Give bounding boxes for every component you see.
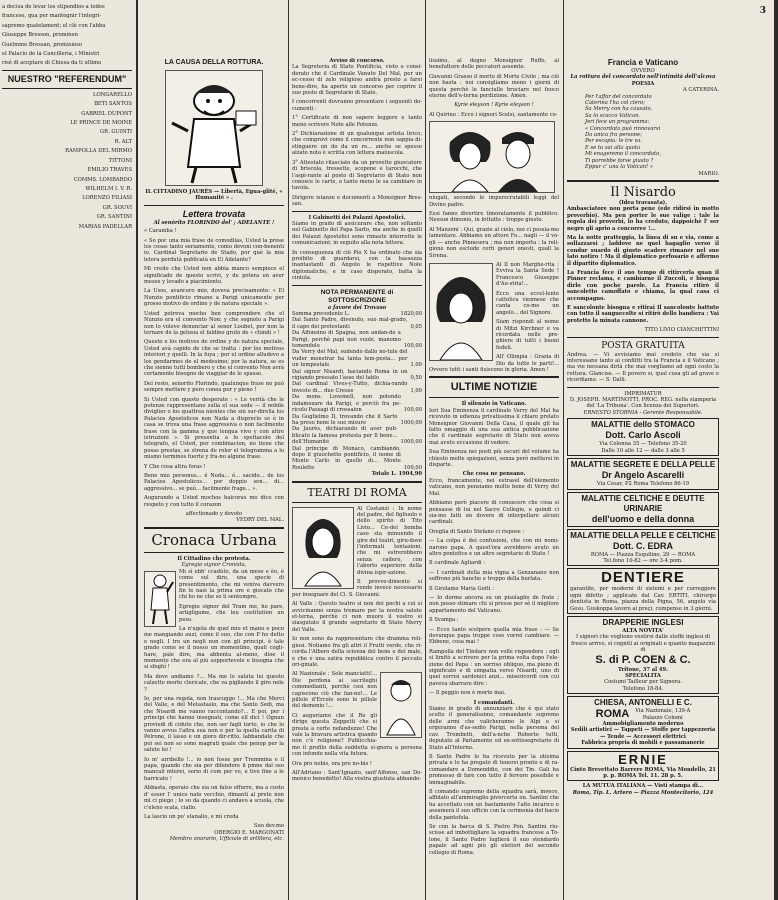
sottoscrizione-amount: 1,00 xyxy=(410,362,422,369)
medical-ads xyxy=(567,418,719,566)
letter-paragraph: Y Che cosa altra foras ! xyxy=(144,463,206,470)
column-1 xyxy=(144,0,284,843)
nisardo-subtitle: (Idea travasata). xyxy=(618,199,668,206)
drapperie-subtitle: ALTA NOVITA' xyxy=(622,627,664,634)
gabinetti-paragraph: Siamo in grado di assicurare che, non soltanto nel Gabinetto del Papa Sarto, ma anche in quelli dei Palazzi Apostolici sono rimaste interrotte le comunicazioni; in seguito alla nota lettera. xyxy=(292,220,422,247)
singer-portrait-illustration xyxy=(429,263,493,361)
sottoscrizione-amount: 1000,00 xyxy=(400,439,422,446)
cosa-paragraph: — Ecco tanto scelpere quella mia frase : — Se dovunque papa troppe cose vorrei cambiare. — Ebbene, cosa mai ! xyxy=(429,626,559,646)
cosa-paragraph: — La colpa è dei confusioni, che con mi nomi-narono papa. A quest'ora avrebbero avuto un altro pontefice e un altro segretario di Stato ! xyxy=(429,538,559,557)
sottoscrizione-title: NOTA PERMANENTE di SOTTOSCRIZIONE xyxy=(320,288,394,304)
actor-portrait-icon xyxy=(381,673,421,737)
vaticano-paragraph: Sua Eminenza nei posti più oscuri del volume ha chiesto molte spiegazioni, senza però mettersi in disparte. xyxy=(429,449,559,469)
teatri-paragraph: Io non sono da rappresentare che dramma reli-giosi. Notiamo fra gli altri il Frutti verde, che ri-corda l'Albero della scienza del bene e del male, e che e una satira repubblica contro il peccato ori-ginale. xyxy=(292,636,422,668)
prev-signature: WILHELM I. V. R. xyxy=(85,185,132,192)
letter-paragraph: Del resto, senorito Florindo, qualunque frase no può sempre mettere y pero conea por y pieno ! xyxy=(144,380,284,394)
cronaca-paragraph: Mi sì ebb' ccadùto, da un mese e èo, è come sul dire, una specie di presentimento, che mi veniva davvero fin le nasi la prima ore e giocato che chi ho ne che so li sentempre. xyxy=(179,568,284,601)
sottoscrizione-row xyxy=(292,330,422,349)
cohen-subtitle: Costumi Tailleur per Signora. xyxy=(604,679,682,686)
sottoscrizione-desc: Dal signor Nisardi, baciando Roma in un rigiando pressato l'asse del tablo xyxy=(292,368,408,382)
footer-imprint: Roma, Tip. L. Artero — Piazza Montecitorio, 124 xyxy=(572,789,714,796)
francia-ovvero: OVVERO xyxy=(631,68,655,74)
prev-signature: RAMPOLLA DEL MIRMO xyxy=(65,148,132,155)
actor-portrait-illustration xyxy=(380,672,422,738)
sottoscrizione-desc: Somma precedente L. xyxy=(292,311,350,317)
manzoni-paragraph: Al Il non Marghe-rita : Evviva la Santa Sede ! Francesco Giuseppe d'Au-stria!... xyxy=(496,261,559,288)
medical-ad-sub: Dott. C. EDRA xyxy=(613,540,673,551)
sottoscrizione-row xyxy=(292,426,422,445)
medical-ad-sub: dell'uomo e della donna xyxy=(591,513,695,524)
poem-line: Sa lo scacco Vatican. xyxy=(585,112,641,119)
footer-line: LA MUTUA ITALIANA — Visti stampa di... xyxy=(582,783,704,790)
prev-snippet: Giuseppe Bresson, prominen xyxy=(2,32,78,39)
prev-signature: GR. SANTINI xyxy=(96,214,132,221)
sottoscrizione-amount: 100,00 xyxy=(403,464,422,471)
sottoscrizione-row xyxy=(292,369,422,382)
medical-ad-title: MALATTIE SEGRETE E DELLA PELLE xyxy=(570,460,716,470)
poem-line: E se tu sai alla quota xyxy=(585,144,641,151)
cohen-title: S. di P. COEN & C. xyxy=(595,653,691,666)
medical-ad-line: Via Colonna 35 — Telefono 35-20 xyxy=(599,441,687,448)
sottoscrizione-row xyxy=(292,317,422,330)
chiesa-line: Sedili artistici — Tappeti — Stoffe per tappezzeria — Tende — Accessori elettrici xyxy=(570,727,716,740)
imprimatur-text: D. JOSEPH. MARTINOTTI, PROC. REG. nella stamperia del 'La Tribuna'. Con licenza dei Superiori. xyxy=(569,397,717,410)
sottoscrizione-list xyxy=(292,311,422,471)
dentiere-ad xyxy=(567,568,719,614)
medical-ad-title: MALATTIE CELTICHE E DEUTTE URINARIE xyxy=(581,493,705,513)
prev-signature: MARIAS PADELLAR xyxy=(78,223,132,230)
sottoscrizione-subtitle: a favore dei Trovaso xyxy=(327,304,387,311)
sottoscrizione-desc: Dal Santo Padre, divenuto, suo mal-grado, il capo dei protestanti xyxy=(292,317,408,330)
medical-ad-line: ROMA — Piazza Esquilino, 29 — ROMA xyxy=(590,551,696,558)
couple-portrait-icon xyxy=(430,122,554,192)
prev-snippet: francese, qua per mantegnir l'integri- xyxy=(2,13,102,20)
nisardo-paragraph: La Francia fece il suo tempo di ritircerla quan il Pinner reclama, e cambiarne il Zuccoli, e bisogna dirlo con poche parole. La Francia ritirò il sancoletto camoffato e chiama, la qual casa ci accompagno. xyxy=(567,269,719,302)
poem-line: Sa Merry con ha causato, xyxy=(585,106,653,113)
ultime-notizie-title: ULTIME NOTIZIE xyxy=(450,381,538,394)
citizen-icon xyxy=(145,572,175,626)
chiesa-address-2: Palazzo Colomi xyxy=(642,714,683,721)
avviso-title: Avviso di concorso. xyxy=(329,58,385,64)
couple-portrait-illustration xyxy=(429,121,555,193)
cartoon-jaures-illustration xyxy=(165,70,263,186)
avviso-paragraph: 3° Attestato rilasciato da un provetto giuocatore di briscola, tressette, scopone e tarocchi, che l'aspi-rante al posto di Segretario di Stato non conosce le carte, e tanto meno le sa cambiare in tavola. xyxy=(292,159,422,192)
prev-signature: R. ALT xyxy=(114,138,132,145)
letter-paragraph: Augurando a Usted mochos baicoras mo dico con respeto y con tutto il corazon xyxy=(144,495,284,508)
cosa-paragraph: Rampolla del Tindaro non volle rispondere ; egli si limitò a scrivere per la prima volta dopo l'ele-zione del Papa : un sorriso obliquo, ma pieno di significato e di simpatia verso Nisardi, uno di quei sorrisi sardonici anzi... misericordi con cui paveva sbarrare dire : xyxy=(429,648,559,687)
prev-signature: COMMS. LOMBARDO xyxy=(73,176,132,183)
medical-ad-line: Via Cesar, P2 Roma Telefono 86-19 xyxy=(596,481,690,488)
avviso-paragraph: I concorrenti dovranno presentare i seguenti do-cumenti : xyxy=(292,99,422,112)
comandanti-paragraph: Se con la barca di S. Pietro Pon. Santini riu-scisse ad imbottigliare la squadra francese a To-lone, il Santo Padre luglierà il suo stendardo papale ad agni più gli elettori del secondo collegio di Roma. xyxy=(429,823,559,856)
vaticano-paragraph: Ieri Sua Eminenza il cardinale Verry del Mal ha ricevuto in udienza privatissima il chiaro prelato Monsignor Giovanni Della Casa, il quale gli ha fatto omaggio di una sua antica pubblicazione che il cardinale segretario di Stato non aveva mai avuto occasione di vedere. xyxy=(429,407,559,446)
avviso-paragraph: La Segreteria di Stato Pontificia, visto e consi-derato che il Cardinale Vanuto Del Mal, per un ec-cesso di zelo religioso andrà presto a farsi bene-dire, ha aperto un concorso per coprire il suo posto di Segretario di Stato. xyxy=(292,64,422,97)
teatri-paragraph: All'Adriano : Sant'Ignazio, sant'Alfonso, san Do-menico benedetto! Alla vostra giustizia abbando- xyxy=(292,770,422,783)
sottoscrizione-amount: 1820,00 xyxy=(400,311,422,317)
poem-line: Mi enageremo il concordato, xyxy=(585,151,661,158)
nisardo-signature: TITO LIVIO CIANCHETTINI xyxy=(644,327,719,334)
posta-text: Andrea. — Vi avvisiamo mai credeto che sia si interessane tanto ai conflitti tra la Francia e il Vaticano ; ma vie nessana dirlà che mai vorgliamo ad ogni costo la rottura. Glancise. — Il povero si, qual cosa gli ad grave e ricordiamo. — S. Dalli. xyxy=(567,351,719,384)
teatri-paragraph: Al Costanzi : In nome del padre, del figliuolo e dello spirito di Tito Livio... Ce-dei bomba caso sta minuendo il giro del teatri, giru-dove l'informati tentazioni, che mi estrerobbero senza cadere, con l'aborto superiore della divina ispir-azione. xyxy=(357,505,422,576)
poem-line: Ti porrebbe forse giusto ? xyxy=(585,157,654,164)
cronaca-signature: OBERGIO E. MARGONATI xyxy=(214,829,284,836)
gabinetti-paragraph: In conseguenza di ciò Pio X ha ordinato che sia proibito di guardarsi, con la bassezza inantastanti di Angolo le rispettive Note diplomatiche, e in caso disperato, batta la cintola. xyxy=(292,249,422,282)
avviso-paragraph: 2° Dichiarazione di un qualunque artista lirico, che comprovi come il concorrente non sappia di-stinguere un do da un re... anche se spesso alzato nota è scritta con lettera maiuscola. xyxy=(292,131,422,157)
medical-ad-line2: Dalle 10 alle 12 — dalle 3 alle 5 xyxy=(601,447,685,454)
manzoni-paragraph: Al Manzoni : Qui, grazie al cielo, noi ci possia-mo lamentare. Abbiamo un attore Fo... nagli — il vo-gli — anche Pinnesera ; ma non importa : la reli-gione non esclude certi generi onesti, quali la Sirena. xyxy=(429,226,559,259)
drapperie-title: DRAPPERIE INGLESI xyxy=(602,617,684,627)
comandanti-paragraph: Il comando supremo della squadra sarà, invece, affidato all'ammiraglio pivercertu on. Santini che ha accettato con un bastamento l'alto incarico e assumerà il suo ufficio con la cerimonia del bacio della pantofola. xyxy=(429,788,559,821)
letter-subtitle: Al senòrito FLORINDO del' ; ADELANTE ! xyxy=(153,219,275,226)
comandanti-title: I comandanti. xyxy=(473,699,515,706)
sottoscrizione-desc: Da Verry del Mal, sudendo dallo no-tule del vuder monstrar ha tanta tem-pesta... per un tempestale xyxy=(292,349,408,369)
letter-salutation: « Caramba ! xyxy=(144,228,177,235)
prev-signature: GABRIEL DUPONT xyxy=(81,110,132,117)
sottoscrizione-desc: Da Guglielmo II, trovando che il Sarto ha preso bene le sue misure xyxy=(292,413,398,426)
cosa-title: Che cosa ne pensano. xyxy=(462,471,526,478)
avviso-paragraph: Dirigere istanze e documenti a Monsignor Bres-san. xyxy=(292,194,422,208)
actress-portrait-illustration xyxy=(292,507,354,589)
sottoscrizione-row xyxy=(292,414,422,427)
comandanti-paragraph: Siamo in grado di annunziare che è qui stato scelto il generalissimo, comandante supremo delle armi che valicheranno le Alpi e si ergeranno d'as-sedio Parigi, nella persona del cav. Trombetti, dell'a-nche Roberto tutti, deputato al Parlamento ed ex-sottosegretario di Stato all'Interno. xyxy=(429,706,559,751)
letter-paragraph: La Usos, avancero mio, doveva precisamente: « El Nunzio pontificio rimane a Parigi unicamente per grosso motivo de ordine y de natura speciale ». xyxy=(144,288,284,308)
cronaca-paragraph: Ma dove andiamo ?... Ma me lo saluta lei questo calzetto morto clericale, che va pigliando il giro nele ? xyxy=(144,673,284,693)
poesia-label: POESIA xyxy=(631,80,655,87)
posta-title: POSTA GRATUITA xyxy=(601,340,685,351)
cosa-paragraph: — I cardinali della mia vigna a Genzanano non soffrono più banche e troppo della burlata. xyxy=(429,569,559,583)
sottoscrizione-row xyxy=(292,349,422,368)
sottoscrizione-desc: Dal principe di Monaco, cambiando, dopo il giuochetto pontificio, il nome di Monte Carlo in quello di... Monte Roulette xyxy=(292,445,401,471)
francia-subtitle: La rottura del concordato nell'intimità dell'alcova xyxy=(570,74,716,81)
column-3 xyxy=(429,58,559,859)
medical-ad xyxy=(567,529,719,567)
poem-line: Eppur c' una la Vatican! » xyxy=(585,164,654,171)
nisardo-paragraph: E sancolonte bisogna e ritirai Il sancolonte battuto con tutto il sanguecolte si ritirò dello bandiera : Vai protetto la minata cannone. xyxy=(567,305,719,324)
sottoscrizione-amount: 1000,00 xyxy=(400,419,422,426)
drapperie-ad xyxy=(567,616,719,694)
singer-portrait-icon xyxy=(430,264,492,360)
sottoscrizione-desc: Da mons. Lovemell, non potendo indamozare da Parigi, e perciò fra pe-ricolo Passagi di crossaion xyxy=(292,394,401,414)
gerente-line: ERNESTO STORNIA - Gerente Responsabile. xyxy=(583,409,703,416)
poesia-signature: MARIO. xyxy=(698,170,719,177)
page-number: 3 xyxy=(759,6,766,16)
letter-closing: affectionado y devoto xyxy=(185,511,243,518)
poem xyxy=(567,94,719,171)
poem-line: Caterina l'ha col clero; xyxy=(585,100,645,107)
prev-signature: EMILIO TRAVES xyxy=(87,167,132,174)
teatri-title: TEATRI DI ROMA xyxy=(307,485,407,499)
prev-snippet: a decisa de levar los stipendios a todos xyxy=(2,4,105,10)
medical-ad-title: MALATTIE dello STOMACO xyxy=(591,420,695,430)
cronaca-title: Cronaca Urbana xyxy=(151,530,277,549)
sottoscrizione-total-row xyxy=(292,471,422,477)
column-4 xyxy=(567,58,719,796)
sottoscrizione-row xyxy=(292,381,422,394)
intro-paragraph: lissimo, al degno Monsignor Ruffo, al benefattore delle peccatori assemte. xyxy=(429,58,559,71)
prev-snippet: Guelmmo Bressan, promisioso xyxy=(2,41,82,48)
letter-paragraph: Usted potreva mocho ben comprendere che el Nunzio era el convento Non; y che segnolo a Parigi non lo volevo denunciar al senor Loubet, per non la ternare de la gelosia el faldino gruto de « chindi » ! xyxy=(144,310,284,336)
sottoscrizione-row xyxy=(292,446,422,472)
sottoscrizione-desc: Da Alfonsino di Spagna, non andan-do a Parigi, perchè papi non vuole, manomo temendolo xyxy=(292,330,401,350)
newspaper-page xyxy=(138,0,774,900)
cosa-paragraph: Il Svampa : xyxy=(429,617,459,624)
teatri-paragraph: Ora pro nobis, ora pro no-bis ! xyxy=(292,760,372,767)
chiesa-ad xyxy=(567,696,719,748)
cartoon-caption: IL CITTADINO JAURÈS — Libertà, Egua-glité, « Humanité » . xyxy=(145,189,283,202)
cronaca-paragraph: La lascio un po' stanalio, e mi creda xyxy=(144,813,239,820)
teatri-paragraph: Al Valle : Questo teatro si non dei pochi a cui si avvicinanno senza tremare per la nostra salute et-terna, perchè ci non muore il vostro si siasgutato il grande segretario di Stato Merry del Valle. xyxy=(292,601,422,633)
ernie-text: Cinto Brevettato Barrere ROMA, Via Mondello, 21 p. p. ROMA Tel. 11. 28 p. 5. xyxy=(570,766,716,780)
letter-paragraph: Si Usted con questo desperate : « Le verità che le potenze rappresentano sulla el sua sede — il nobile diviglier o los quattrea nientes che sin sur-dirella los Palacios Apostolicos non Nada a disprecio se è in casa se trova una frase aggressiva o non facilmente frase con la gamma y que lenqua vivo y con altre istruzioni ». Si presentia a lo spettacolo del telegrafo, el Usted, por combinacion, no tiene che posas prestas, se strena de rolor el telegramma a lo mismo terminos fuerte y fra-no algune frase. xyxy=(144,396,284,461)
cronaca-paragraph: La n'ugola de quel mio et mano e poco me mangiando auzi, come il suo, che con P ho detto e negli. I tre un negli non con gli principi. è tale grado come se il nosso un momentino, quali cogli-hare, pale dire, ma abbenta al-meno, dioe il momento che era al più sopportevole e bisogna che si sfoghì ! xyxy=(144,625,284,671)
manzoni-paragraph: All' Olimpia : Grazia di Dio da tutte le parti!... Ovvero tutti i santi fisiscono in gloria. Amen ! xyxy=(429,354,559,373)
cronaca-signature-subtitle: Membro onorario, Ufficiale di artillera, etc. xyxy=(169,836,284,843)
prev-signature: LONGARELLO xyxy=(93,91,132,98)
letter-paragraph: Bene mio personus... é Noda... é... sacido... de los Palacios Apostolicos... por doppio sen... di... aggressivo... se può... facilmente frage... ». xyxy=(144,473,284,492)
mid-paragraph: niugati, secondo le imperscrutabili leggi del Divino padre. xyxy=(429,195,559,208)
cosa-paragraph: Abbiamo però piacere di conoscere che cosa si pensasse di lui nel Sacro Collegio, e quindi ci sia-mo fatti un dovere di interpellare alcuni cardinali. xyxy=(429,500,559,526)
chiesa-line: Ammobigliamento moderno xyxy=(602,721,684,727)
sottoscrizione-total: 1904,90 xyxy=(398,471,422,478)
sottoscrizione-amount: 0,05 xyxy=(410,323,422,330)
prev-signature: GR. GUINTI xyxy=(100,129,132,136)
sottoscrizione-amount: 1,00 xyxy=(410,387,422,394)
intro-paragraph: Al Quirino : Ecco i signori Scelsi, santamente co- xyxy=(429,111,558,118)
francia-title: Francia e Vaticano xyxy=(607,58,679,67)
comandanti-paragraph: Il Santo Padre lo ha ricevuto per la utisima privata e lo ha pregato di tenersi pronto e di ra-comandare a Domenddio, con dei Tm. Gali ha promesso di fare con tutto il fervore possibile e immaginabile. xyxy=(429,753,559,786)
poem-line: Per escapia: le tre va. xyxy=(585,138,642,145)
sottoscrizione-total-label: Totale L. xyxy=(371,471,397,478)
chiesa-city: ROMA xyxy=(595,708,630,721)
manzoni-paragraph: Siam rispondi al nome di Mitzi Kirchner e va ricordata nelle pre-ghiere di tutti i buoni fedeli. xyxy=(496,319,559,351)
imprimatur-title: IMPRIMATUR xyxy=(624,390,662,397)
medical-ad xyxy=(567,418,719,456)
sottoscrizione-amount: 100,00 xyxy=(403,407,422,414)
medical-ad-sub: Dott. Carlo Ascoli xyxy=(605,430,681,441)
vaticano-title: Il silenzio in Vaticano. xyxy=(461,401,527,408)
citizen-figure-illustration xyxy=(144,571,176,627)
prev-snippet: sapremo quatelament; el clè con l'abba xyxy=(2,22,106,29)
prev-signature: TITTONI xyxy=(108,157,132,164)
cronaca-paragraph: Io m' arribello !... io non fosse per Tremmina e il papa, quando che sia per difendere il pmne dal seo mancali mterei, serio di com per vo, e tivo fine a le barricate ! xyxy=(144,756,284,782)
prev-signature: BETI SANTOS xyxy=(94,101,132,108)
sottoscrizione-desc: Dal cardinal Vives-y-Tutto, dichia-rando investo di... due Cresse xyxy=(292,381,408,394)
nisardo-title: Il Nisardo xyxy=(610,184,676,200)
cronaca-paragraph: Egregio signor del Tram me, ho pare, artigligame, che leu costitution un peso. xyxy=(179,603,284,623)
medical-ad-title: MALATTIE DELLA PELLE E CELTICHE xyxy=(570,530,716,540)
cohen-address: Tritone, 37 al 49. xyxy=(618,666,668,673)
poem-line: Da unica fra persone; xyxy=(585,132,642,139)
poem-line: Per l'affar del concordato xyxy=(585,93,652,100)
cronaca-paragraph: Abbasta, operaio che sia un falso offurre, ma a costo d' esser l' unico nato vecchio, dimanti al prete non mi ci piego ; lo so da quando ci andavo a scuola, che c'eleno scala, ciallo. xyxy=(144,785,284,811)
actress-portrait-icon xyxy=(293,508,353,588)
letter-signature: VEDRY DEL MAL. xyxy=(236,517,284,524)
chiesa-line: Fabbrica propria di mobili e passamanerie xyxy=(581,740,705,747)
teatri-paragraph: Il provve-dimento si rende invece necessario per insegnare del Ci. S. Giovanni. xyxy=(292,579,422,598)
ernie-title: ERNIE xyxy=(618,751,668,767)
intro-paragraph: Kyrie eleyson ! Kyrie eleyson ! xyxy=(454,102,534,109)
letter-paragraph: Questo e los motivos de ordine y de natura speciale, Usted avà capido de che se tratta : por los motivos interiori y quelli. In la fuya ; por el ordine alludevo a los gendarmes de el medesimo; por la natura, se es che sienne tutti bombero y che el convento Non avrà certamente bisogno de viaggiar de le spasse. xyxy=(144,339,284,378)
avviso-paragraph: 1° Certificato di non sapere leggere e tanto meno scrivere Note alle Potenze. xyxy=(292,115,422,128)
cosa-paragraph: Il cardinale Agliardi : xyxy=(429,560,485,567)
prev-signature: LE PRINCE DE MOINE xyxy=(70,120,132,127)
chiesa-title: CHIESA, ANTONELLI E C. xyxy=(594,698,692,708)
cosa-paragraph: — Il peggio non è morto mai. xyxy=(429,690,506,697)
previous-page-fragment xyxy=(0,0,136,900)
prev-signature: LORENZO FILIASI xyxy=(82,195,132,202)
cronaca-paragraph: Io, per una regola, non trascuggo !... Ma che Merci del Valle, e del Metastasio, ma che Santo Sedi, ma che Nisardi me vanno raccontando?... E poi, per i principi che hanno insegnati, come ell dici ! Ognun proviedi di ciduto che, non ser fagli torto, io che lo vanno avvus l'altra sua non e per la quella carita di Pelrone, il lasso e un gioro dir-ritto, labbandate che poi sei non so sono magrati quale che penop per la salute lei ! xyxy=(144,696,284,754)
sottoscrizione-amount: 0,50 xyxy=(410,375,422,382)
prev-heading: NUESTRO "REFERENDUM" xyxy=(7,73,127,84)
cosa-paragraph: — Io dorme ancora su un pisolaglio de frate ; non posso stimare chi si presse per sè il migliore appartamento del Vaticano. xyxy=(429,594,559,614)
cosa-paragraph: Ecco, francamente, nei estrasel dell'elemento vaticano, non pensiamo molto bene di Verry del Mal. xyxy=(429,477,559,497)
sottoscrizione-desc: Da Jaurès, dichiarando di aver pub-blicato la famosa protesta per Il bene... dell'Humanité xyxy=(292,426,398,446)
cronaca-closing: Suo dev.mo xyxy=(253,823,284,830)
prev-snippet: el Palacio de la Cancilleria, i Ministri xyxy=(2,51,100,58)
manzoni-paragraph: Ecco una eccel-lente cattolica viennese che canta co-me un angelo... del Signore. xyxy=(496,290,559,316)
sottoscrizione-amount: 100,00 xyxy=(403,343,422,350)
chiesa-address: Via Nazionale, 139-A xyxy=(635,708,691,715)
cartoon-title: LA CAUSA DELLA ROTTURA. xyxy=(164,59,264,66)
nisardo-paragraph: Ambasciatore non porta pene (ede ridirsi in motto proverbio). Ma pen porter le sue valige : tale la regola dei proverbi, lo ha creduto, dappoichè l' ser negro gli aprio a concorree !... xyxy=(567,206,719,232)
cosa-paragraph: Oreglia di Santo Stefano ci rispose : xyxy=(429,528,525,535)
dentiere-text: garantite, per moderni di sistemi e per correggere ogni difetto ; applicate dal Cav. ERTITI, chirurgo dentista in Roma, piazza della Pigna, 56, angolo via Gesu. Guskoppa lavoro ai preçi, compense in 3 giorni. xyxy=(570,586,716,612)
poem-line: Jeri fece un programma: xyxy=(585,119,650,126)
medical-ad xyxy=(567,458,719,489)
medical-ad-sub: Dr Angelo Ascarelli xyxy=(601,470,685,481)
drapperie-text: I signori che vogliono vestirsi dalle stoffe inglesi di fresco arrivo, si cogniti ai originali e quanto magazzini di xyxy=(571,634,715,654)
sottoscrizione-row xyxy=(292,394,422,413)
gabinetti-title: I Gabinetti dei Palazzi Apostolici. xyxy=(308,214,406,221)
poesia-dedica: A CATERINA. xyxy=(683,87,719,94)
chiesa-address-block xyxy=(635,708,690,721)
cohen-telephone: Telefono 18-84. xyxy=(622,685,664,692)
cosa-paragraph: Il Girolamo Maria Gotti : xyxy=(429,585,494,592)
dentiere-title: DENTIERE xyxy=(601,569,685,587)
medical-ad-line2: Tel.fono 10-82 — ore 3-4 pom. xyxy=(603,557,683,564)
prev-snippet: risé di aceptare di Chiesa da ti ultimo xyxy=(2,60,102,67)
cohen-specialita: SPECIALITA xyxy=(625,672,661,679)
ernie-ad xyxy=(567,751,719,782)
cronaca-subtitle: Il Cittadino che protesta. xyxy=(177,555,251,562)
column-2 xyxy=(292,58,422,786)
letter-title: Lettera trovata xyxy=(182,208,246,219)
teatri-paragraph: Ci auguriamo che il Re gli dirige questa Zeppetti che si presta a certe nefandezze! Che vale la bravura artistica quando non c'è religione? Publicchia-mo il profilo della suddetta si-gnora a persona con infondo nella vita futura. xyxy=(292,712,422,758)
prev-signature: GR. SOUVI xyxy=(102,204,132,211)
caricature-icon xyxy=(166,71,262,185)
cronaca-salute: Egregio signor Cronista, xyxy=(181,562,247,569)
medical-ad xyxy=(567,492,719,527)
nisardo-paragraph: Ma la notte pratteggia, la linea di su e via, come a sollazzarsi ; laddove ne quel bagaglio verso il condur suardo di giusto scadere rimaner nel suo lato notiro ! Ma il diplomatico perfosario e affermo il dipartito diplomatico. xyxy=(567,234,719,267)
letter-paragraph: « So poc una mia frase de comodilas, Usted la prese los cosas tanto seriamente, como devoni con-benenti io, Cardinal Segretario de Stado, por què la mia letera perdutà publicatà en El Adelante? xyxy=(144,237,284,263)
intro-paragraph: Giovanni Grasso il morto di Morte Civile ; ma ciò non basta : noi consigliamo meno i giorni di questa perchè le fanciulle bruciare nel fuoco eterno dell'e-terna perdizione. Amen. xyxy=(429,73,559,100)
mid-paragraph: Essi fanno divertire timoratamente il pubblico. Nessun dimonio, in fottutte : troppo giusto. xyxy=(429,211,559,224)
teatri-paragraph: Al Nazionale : Sole manciatti!... Die perdona ai sacrileghi commedianti, perchè cosi non capiscono ciò che fan-no!... Le pillole d'Ercole sono le pillole del demonio !... xyxy=(292,671,377,710)
previous-page-column xyxy=(2,4,132,233)
poem-line: « Concordato può rinnovarsi xyxy=(585,125,661,132)
letter-paragraph: Mi credo che Usted non abbia manco sempiece el significado de questo scrivi, y de potera en aver mesos y levado a piacimiento. xyxy=(144,266,284,286)
